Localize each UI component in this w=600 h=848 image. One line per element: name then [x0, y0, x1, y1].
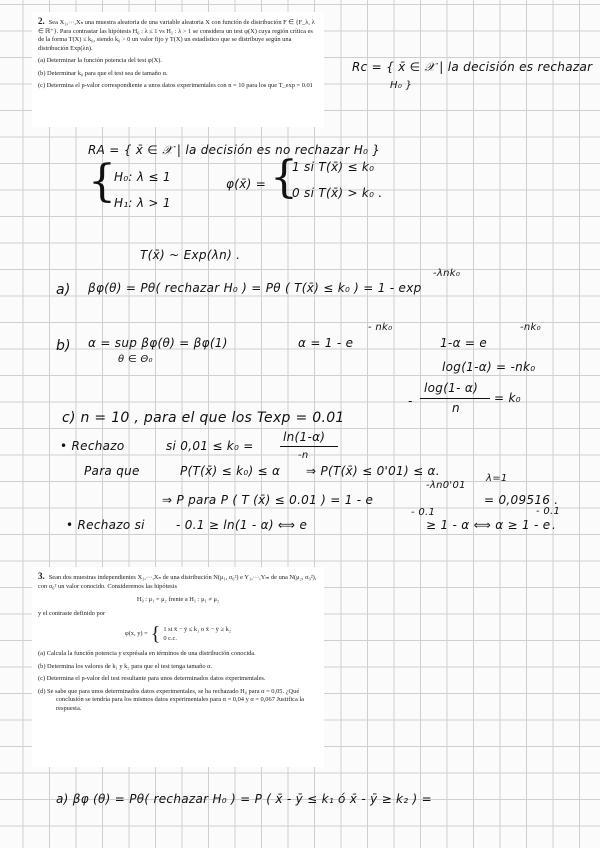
problem-2-statement: Sea X₁,···,Xₙ una muestra aleatoria de una variable aleatoria X con función de distribución F ∈ {F_λ, λ ∈ ℝ⁺}. Para contrastar las hipótesis H₀ : λ ≤ 1 vs H₁ : λ > 1 se considera un test φ(X) cuya región crítica es de la forma T(X) ≤ k₀, siendo k₀ > 0 un valor fijo y T(X) un estadístico que se distribuye según una distribución Exp(λn). [38, 19, 315, 52]
note-c-pvalue: ⇒ P para P ( T (x̄) ≤ 0.01 ) = 1 - e [162, 493, 374, 507]
note-b-sup-sub: θ ∈ Θ₀ [118, 354, 153, 365]
note-c-bullet-1: • Rechazo [60, 439, 125, 453]
problem-3-item-a: (a) Calcula la función potencia y exprésala en términos de una distribución conocida. [38, 650, 256, 658]
note-b-log: log(1-α) = -nk₀ [442, 360, 536, 374]
fraction-line [420, 398, 490, 399]
note-c-pvalue-result: = 0,09516 . [484, 493, 559, 507]
problem-3-item-c: (c) Determina el p-valor del test resultante para unos determinados datos experimentales. [38, 675, 266, 683]
problem-3-number: 3. [38, 571, 45, 581]
left-brace-icon: { [88, 156, 116, 207]
note-c-lambda: λ=1 [486, 473, 508, 484]
left-brace-icon: { [150, 623, 161, 646]
note-phi-lhs: φ(x̄) = [226, 177, 267, 191]
problem-3-statement: Sean dos muestras independientes X₁,···,Xₙ de una distribución N(μ₁, σ₀²) e Y₁,···,Yₘ de una N(μ₂, σ₀²), con σ₀² un valor conocido. Consideremos las hipótesis [38, 574, 317, 590]
problem-3-phi-case-2: 0 c.c. [163, 635, 177, 643]
note-c-bullet-1-cond: si 0,01 ≤ k₀ = [166, 439, 254, 453]
problem-2-item-b: (b) Determinar k₀ para que el test sea de tamaño α. [38, 69, 168, 77]
fraction-line [280, 446, 338, 447]
problem-3-contrast-intro: y el contraste definido por [38, 609, 106, 617]
note-c-pvalue-exponent: -λn0'01 [426, 480, 466, 491]
note-distribution: T(x̄) ~ Exp(λn) . [140, 248, 241, 262]
note-b-denominator: n [452, 401, 460, 415]
note-c-bullet-2-cond: - 0.1 ≥ ln(1 - α) ⟺ e [176, 518, 308, 532]
note-a-label: a) [56, 282, 71, 298]
note-critical-region: Rc = { x̄ ∈ 𝒳 | la decisión es rechazar [352, 60, 593, 74]
note-c-numerator: ln(1-α) [283, 430, 326, 444]
note-phi-case-2: 0 si T(x̄) > k₀ . [292, 186, 383, 200]
note-h0: H₀: λ ≤ 1 [114, 170, 171, 184]
note-c-para-que: Para que [84, 464, 140, 478]
note-h1: H₁: λ > 1 [114, 196, 171, 210]
problem-3-phi-case-1: 1 si x̄ − ȳ ≤ k₁ o x̄ − ȳ ≥ k₂ [163, 625, 232, 633]
note-c-prob-cond: P(T(x̄) ≤ k₀) ≤ α [180, 464, 281, 478]
note-acceptance-region: RA = { x̄ ∈ 𝒳 | la decisión es no rechazar H₀ } [88, 143, 381, 157]
problem-3-printed [32, 567, 324, 767]
problem-3-item-d: (d) Se sabe que para unos determinados datos experimentales, se ha rechazado H₀ para α = 0,05. ¿Qué conclusión se tendría para los mismos datos experimentales para α = 0,04 y α = 0,067 Justifica la respuesta. [38, 687, 304, 712]
note-p3-a: a) βφ (θ) = Pθ( rechazar H₀ ) = P ( x̄ - ȳ ≤ k₁ ó x̄ - ȳ ≥ k₂ ) = [56, 792, 432, 806]
note-b-alpha-exponent: - nk₀ [368, 322, 393, 333]
problem-3-phi-lhs: φ(x, y) = [124, 630, 148, 637]
note-b-numerator: log(1- α) [424, 381, 479, 395]
problem-2-number: 2. [38, 16, 45, 26]
note-b-label: b) [56, 338, 71, 354]
note-critical-region-sub: H₀ } [390, 80, 413, 91]
problem-3-item-b: (b) Determina los valores de k₁ y k₂ para que el test tenga tamaño α. [38, 662, 213, 670]
note-c-bullet-2-cond-2: ≥ 1 - α ⟺ α ≥ 1 - e [426, 518, 551, 532]
problem-3-test-definition [38, 624, 318, 644]
note-b-right-1: 1-α = e [440, 336, 488, 350]
note-c-bullet-2-exponent-2: - 0.1 [536, 506, 561, 517]
problem-2-printed [32, 12, 324, 127]
problem-2-item-a: (a) Determinar la función potencia del test φ(X). [38, 57, 162, 65]
note-b-right-1-exponent: -nk₀ [520, 322, 541, 333]
note-c-bullet-2: • Rechazo si [66, 518, 145, 532]
note-c-bullet-2-end: . [552, 518, 557, 532]
note-b-minus: - [408, 394, 413, 408]
note-b-alpha: α = 1 - e [298, 336, 354, 350]
note-c-denominator: -n [298, 450, 309, 461]
note-phi-case-1: 1 si T(x̄) ≤ k₀ [292, 160, 375, 174]
note-c-bullet-2-exponent-1: - 0.1 [411, 507, 436, 518]
problem-2-item-c: (c) Determina el p-valor correspondiente a unos datos experimentales con n = 10 para los que T_exp = 0.01 [38, 82, 313, 90]
left-brace-icon: { [270, 152, 298, 203]
note-a-exponent: -λnk₀ [433, 268, 461, 279]
note-a-power: βφ(θ) = Pθ( rechazar H₀ ) = Pθ ( T(x̄) ≤ k₀ ) = 1 - exp [88, 281, 422, 295]
note-b-sup: α = sup βφ(θ) = βφ(1) [88, 336, 228, 350]
note-c-header: c) n = 10 , para el que los Texp = 0.01 [62, 410, 345, 426]
problem-3-hypotheses: H₀ : μ₁ = μ₂ frente a H₁ : μ₁ ≠ μ₂ [136, 596, 220, 604]
note-b-result: = k₀ [494, 391, 521, 405]
note-c-prob-cond-2: ⇒ P(T(x̄) ≤ 0'01) ≤ α. [306, 464, 440, 478]
